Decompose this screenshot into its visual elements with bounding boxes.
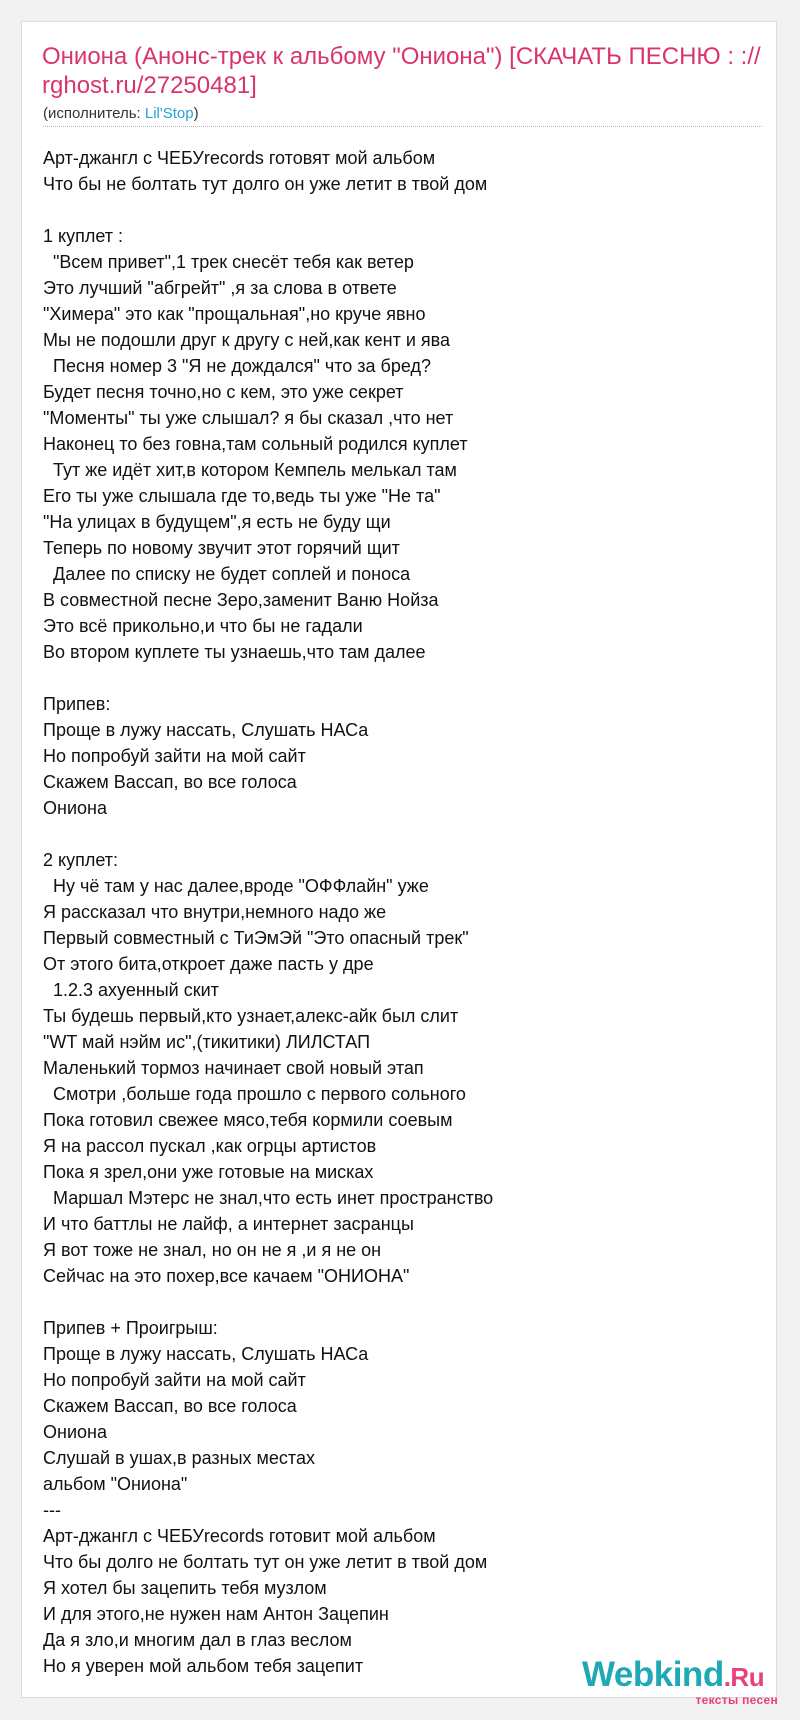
site-logo[interactable] <box>582 1655 792 1717</box>
lyric-line: Припев + Проигрыш: <box>43 1318 218 1338</box>
lyric-line: Смотри ,больше года прошло с первого сольного <box>43 1084 466 1104</box>
lyric-line: Далее по списку не будет соплей и поноса <box>43 564 411 584</box>
lyric-line: Скажем Вассап, во все голоса <box>43 1396 297 1416</box>
header-divider <box>43 126 762 127</box>
logo-tld: .Ru <box>723 1662 765 1692</box>
lyric-line: Припев: <box>43 694 111 714</box>
lyric-line <box>43 197 763 223</box>
lyric-line: Проще в лужу нассать, Слушать НАСа <box>43 720 369 740</box>
lyric-line: Пока я зрел,они уже готовые на мисках <box>43 1162 374 1182</box>
logo-wordmark <box>582 1655 792 1697</box>
lyric-line: Но попробуй зайти на мой сайт <box>43 1370 306 1390</box>
lyric-line: Песня номер 3 "Я не дождался" что за бред? <box>43 356 431 376</box>
lyric-line: 1.2.3 ахуенный скит <box>43 980 219 1000</box>
lyric-line: "WT май нэйм ис",(тикитики) ЛИЛСТАП <box>43 1032 371 1052</box>
lyric-line: И для этого,не нужен нам Антон Зацепин <box>43 1604 389 1624</box>
lyric-line: "Химера" это как "прощальная",но круче явно <box>43 304 426 324</box>
lyric-line: Теперь по новому звучит этот горячий щит <box>43 538 400 558</box>
lyric-line: Да я зло,и многим дал в глаз веслом <box>43 1630 352 1650</box>
lyric-line: Скажем Вассап, во все голоса <box>43 772 297 792</box>
lyric-line: "На улицах в будущем",я есть не буду щи <box>43 512 391 532</box>
lyric-line: Это лучший "абгрейт" ,я за слова в ответе <box>43 278 397 298</box>
lyric-line: "Всем привет",1 трек снесёт тебя как ветер <box>43 252 414 272</box>
lyric-line: Арт-джангл с ЧЕБУrecords готовят мой альбом <box>43 148 436 168</box>
lyric-line: Слушай в ушах,в разных местах <box>43 1448 315 1468</box>
lyric-line: 2 куплет: <box>43 850 118 870</box>
lyric-line: Ониона <box>43 1422 107 1442</box>
lyric-line: Первый совместный с ТиЭмЭй "Это опасный трек" <box>43 928 469 948</box>
lyric-line: Пока готовил свежее мясо,тебя кормили соевым <box>43 1110 453 1130</box>
lyric-line: Я на рассол пускал ,как огрцы артистов <box>43 1136 377 1156</box>
artist-label: (исполнитель: <box>43 105 145 122</box>
lyric-line: Сейчас на это похер,все качаем "ОНИОНА" <box>43 1266 410 1286</box>
lyric-line: В совместной песне Зеро,заменит Ваню Нойза <box>43 590 439 610</box>
lyric-line: Что бы долго не болтать тут он уже летит в твой дом <box>43 1552 488 1572</box>
lyric-line: Я хотел бы зацепить тебя музлом <box>43 1578 327 1598</box>
lyric-line: И что баттлы не лайф, а интернет засранцы <box>43 1214 414 1234</box>
lyric-line: Во втором куплете ты узнаешь,что там далее <box>43 642 426 662</box>
lyric-line: Это всё прикольно,и что бы не гадали <box>43 616 363 636</box>
lyric-line: Арт-джангл с ЧЕБУrecords готовит мой альбом <box>43 1526 436 1546</box>
lyric-line: Наконец то без говна,там сольный родился куплет <box>43 434 468 454</box>
logo-main: Webkind <box>582 1655 724 1694</box>
artist-close: ) <box>193 105 199 122</box>
lyric-line <box>43 821 763 847</box>
artist-line <box>43 105 199 123</box>
lyric-line: Его ты уже слышала где то,ведь ты уже "Не та" <box>43 486 441 506</box>
lyric-line <box>43 1289 763 1315</box>
lyric-line: Что бы не болтать тут долго он уже летит в твой дом <box>43 174 488 194</box>
lyric-line: Я рассказал что внутри,немного надо же <box>43 902 387 922</box>
lyric-line: --- <box>43 1500 61 1520</box>
artist-link[interactable]: Lil'Stop <box>144 105 194 122</box>
lyrics-text <box>43 145 763 1679</box>
lyric-line: Мы не подошли друг к другу с ней,как кент и ява <box>43 330 451 350</box>
lyric-line: От этого бита,откроет даже пасть у дре <box>43 954 374 974</box>
lyric-line: "Моменты" ты уже слышал? я бы сказал ,что нет <box>43 408 454 428</box>
lyric-line: Ну чё там у нас далее,вроде "ОФФлайн" уже <box>43 876 429 896</box>
lyric-line: Я вот тоже не знал, но он не я ,и я не он <box>43 1240 382 1260</box>
lyric-line: Маршал Мэтерс не знал,что есть инет пространство <box>43 1188 494 1208</box>
lyric-line: Ониона <box>43 798 107 818</box>
logo-tagline: тексты песен <box>695 1693 778 1707</box>
lyric-line: Но я уверен мой альбом тебя зацепит <box>43 1656 364 1676</box>
lyrics-card <box>21 21 778 1707</box>
lyric-line: Но попробуй зайти на мой сайт <box>43 746 306 766</box>
lyric-line: 1 куплет : <box>43 226 123 246</box>
lyric-line: Ты будешь первый,кто узнает,алекс-айк был слит <box>43 1006 459 1026</box>
lyric-line: альбом "Ониона" <box>43 1474 188 1494</box>
lyric-line: Маленький тормоз начинает свой новый этап <box>43 1058 424 1078</box>
lyric-line: Будет песня точно,но с кем, это уже секрет <box>43 382 404 402</box>
page-title: Ониона (Анонс-трек к альбому "Ониона") [СКАЧАТЬ ПЕСНЮ : ://rghost.ru/27250481] <box>42 43 761 99</box>
lyric-line <box>43 665 763 691</box>
lyric-line: Проще в лужу нассать, Слушать НАСа <box>43 1344 369 1364</box>
lyric-line: Тут же идёт хит,в котором Кемпель мелькал там <box>43 460 457 480</box>
